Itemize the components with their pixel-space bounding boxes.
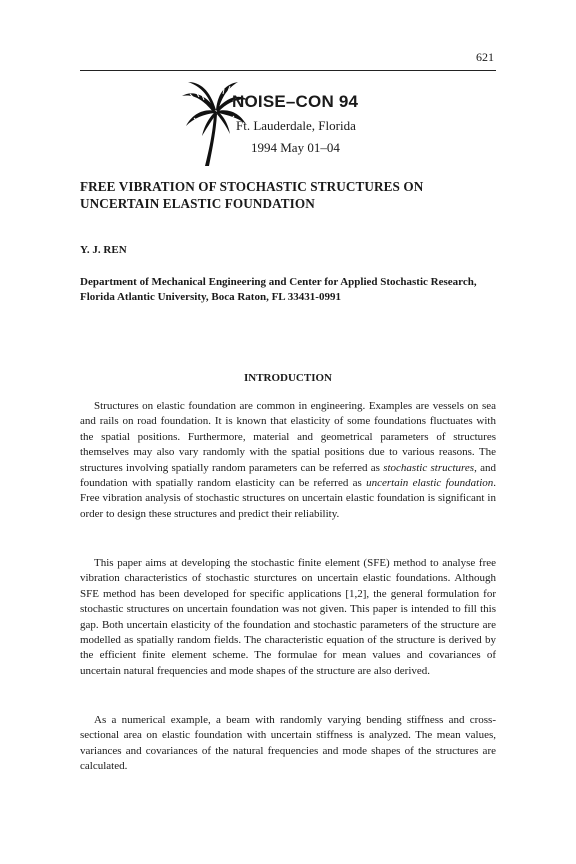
conference-header: [180, 80, 440, 170]
paper-title: FREE VIBRATION OF STOCHASTIC STRUCTURES ON UNCERTAIN ELASTIC FOUNDATION: [80, 179, 424, 211]
paper-author: Y. J. REN: [80, 244, 127, 256]
term-uncertain-elastic-foundation: uncertain elastic foundation: [366, 477, 494, 490]
term-stochastic-structures: stochastic structures: [383, 461, 475, 474]
conference-date: 1994 May 01–04: [251, 140, 340, 155]
conference-location: Ft. Lauderdale, Florida: [236, 118, 356, 133]
conference-name: NOISE–CON 94: [232, 92, 359, 111]
header-rule: [80, 70, 496, 71]
paragraph-2: This paper aims at developing the stochastic finite element (SFE) method to analyse free vibration characteristics of stochastic sturctures on uncertain elastic foundations. Although SFE method has been developed for specific applications [1,2], the general formulation for stochastic structures on uncertain foundation was not given. This paper is intended to fill this gap. Both uncertain elasticity of the foundation and stochastic parameters of the structure are modelled as spatially random fields. The characteristic equation of the structure is derived by the efficient finite element scheme. The formulae for mean values and covariances of uncertain natural frequencies and mode shapes of the structure are also derived.: [80, 557, 496, 677]
paragraph-3: As a numerical example, a beam with randomly varying bending stiffness and cross-sectional area on elastic foundation with uncertain stiffness is analyzed. The mean values, variances and covariances of the natural frequencies and mode shapes of the structures are calculated.: [80, 714, 496, 773]
author-affiliation: Department of Mechanical Engineering and Center for Applied Stochastic Research, Florida Atlantic University, Boca Raton, FL 33431-0991: [80, 276, 477, 303]
paragraph-1: Structures on elastic foundation are common in engineering. Examples are vessels on sea and rails on road foundation. It is known that elasticity of some foundations fluctuates with the spatial positions. Furthermore, material and geometrical parameters of structures themselves may also vary randomly with the spatial positions due to various reasons. The structures involving spatially random parameters can be referred as stochastic structures, and foundation with spatially random elasticity can be referred as uncertain elastic foundation. Free vibration analysis of stochastic structures on uncertain elastic foundation is significant in order to design these structures and predict their reliability.: [80, 400, 496, 520]
page-number: 621: [476, 50, 494, 64]
section-heading-introduction: INTRODUCTION: [243, 372, 332, 384]
